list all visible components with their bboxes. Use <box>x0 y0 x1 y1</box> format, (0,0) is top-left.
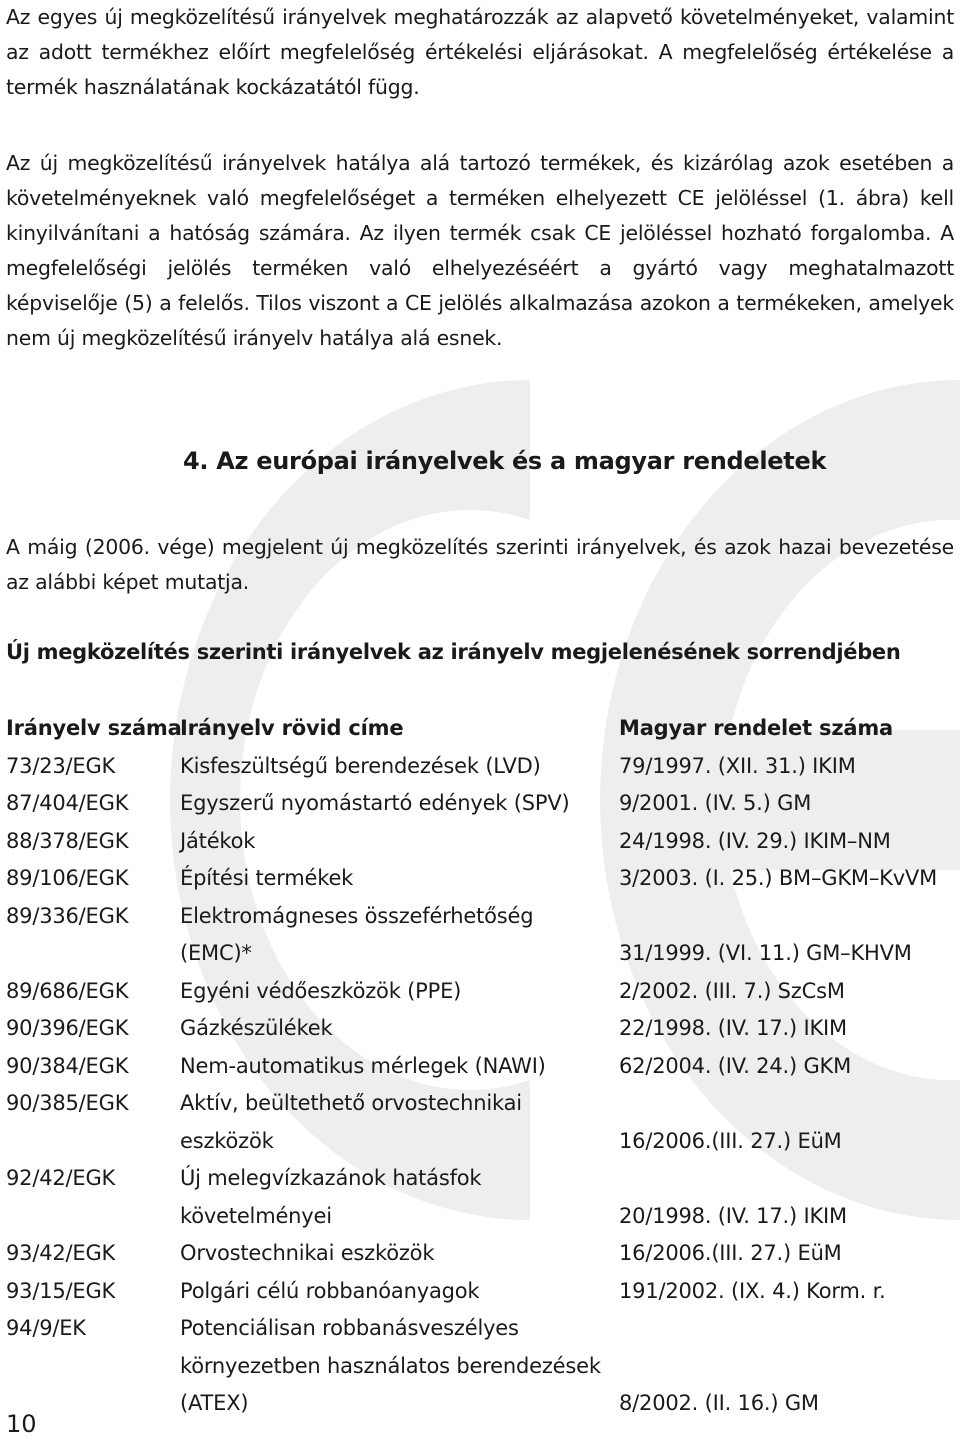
directive-title: Potenciálisan robbanásveszélyes környezetben használatos berendezések (ATEX) <box>180 1316 601 1415</box>
directive-title: Aktív, beültethető orvostechnikai eszközök <box>180 1091 522 1153</box>
hungarian-regulation: 62/2004. (IV. 24.) GKM <box>619 1053 852 1078</box>
table-row <box>6 1235 956 1273</box>
directive-title: Egyszerű nyomástartó edények (SPV) <box>180 791 570 815</box>
directive-title: Játékok <box>180 828 256 853</box>
table-row <box>6 1010 956 1048</box>
table-row <box>6 1310 956 1423</box>
hungarian-regulation: 20/1998. (IV. 17.) IKIM <box>619 1203 847 1228</box>
directive-number: 73/23/EGK <box>6 753 116 778</box>
directive-title: Gázkészülékek <box>180 1016 333 1040</box>
page-number: 10 <box>6 1410 37 1438</box>
hungarian-regulation: 79/1997. (XII. 31.) IKIM <box>619 753 856 778</box>
directive-title: Nem-automatikus mérlegek (NAWI) <box>180 1053 546 1078</box>
intro-paragraph: Az egyes új megközelítésű irányelvek meghatározzák az alapvető követelményeket, valamint az adott termékhez előírt megfelelőség értékelési eljárásokat. A megfelelőség értékelése a termék használatának kockázatától függ. <box>6 5 954 99</box>
header-directive-number: Irányelv száma <box>6 716 182 740</box>
hungarian-regulation: 16/2006.(III. 27.) EüM <box>619 1241 842 1265</box>
header-hungarian-regulation: Magyar rendelet száma <box>619 716 893 740</box>
directives-table <box>6 710 956 1423</box>
header-directive-title: Irányelv rövid címe <box>180 716 404 740</box>
directive-number: 92/42/EGK <box>6 1166 116 1190</box>
directive-number: 89/686/EGK <box>6 978 129 1003</box>
table-row <box>6 1160 956 1235</box>
directive-title: Elektromágneses összeférhetőség (EMC)* <box>180 903 534 965</box>
hungarian-regulation: 9/2001. (IV. 5.) GM <box>619 791 812 815</box>
table-title: Új megközelítés szerinti irányelvek az irányelv megjelenésének sorrendjében <box>6 640 901 664</box>
table-row <box>6 898 956 973</box>
hungarian-regulation: 3/2003. (I. 25.) BM–GKM–KvVM <box>619 866 938 890</box>
directive-title: Építési termékek <box>180 866 354 890</box>
table-row <box>6 860 956 898</box>
hungarian-regulation: 16/2006.(III. 27.) EüM <box>619 1128 842 1153</box>
section-heading: 4. Az európai irányelvek és a magyar rendeletek <box>183 447 827 475</box>
directive-number: 89/336/EGK <box>6 903 129 928</box>
table-row <box>6 1048 956 1086</box>
table-row <box>6 748 956 786</box>
hungarian-regulation: 22/1998. (IV. 17.) IKIM <box>619 1016 847 1040</box>
table-row <box>6 785 956 823</box>
table-row <box>6 1273 956 1311</box>
directive-title: Kisfeszültségű berendezések (LVD) <box>180 753 541 778</box>
directive-number: 88/378/EGK <box>6 828 129 853</box>
table-header-row <box>6 710 956 748</box>
directive-title: Orvostechnikai eszközök <box>180 1241 435 1265</box>
directive-number: 94/9/EK <box>6 1316 86 1340</box>
directive-number: 89/106/EGK <box>6 866 129 890</box>
table-row <box>6 823 956 861</box>
directive-number: 90/396/EGK <box>6 1016 129 1040</box>
hungarian-regulation: 8/2002. (II. 16.) GM <box>619 1391 819 1415</box>
directive-number: 90/385/EGK <box>6 1091 129 1115</box>
directive-title: Polgári célú robbanóanyagok <box>180 1278 480 1303</box>
ce-marking-paragraph: Az új megközelítésű irányelvek hatálya alá tartozó termékek, és kizárólag azok esetében a követelményeknek való megfelelőséget a terméken elhelyezett CE jelöléssel (1. ábra) kell kinyilvánítani a hatóság számára. Az ilyen termék csak CE jelöléssel hozható forgalomba. A megfelelőségi jelölés terméken való elhelyezéséért a gyártó vagy meghatalmazott képviselője (5) a felelős. Tilos viszont a CE jelölés alkalmazása azokon a termékeken, amelyek nem új megközelítésű irányelv hatálya alá esnek. <box>6 151 954 350</box>
hungarian-regulation: 191/2002. (IX. 4.) Korm. r. <box>619 1278 886 1303</box>
directive-number: 93/42/EGK <box>6 1241 116 1265</box>
directive-title: Egyéni védőeszközök (PPE) <box>180 978 462 1003</box>
directive-number: 93/15/EGK <box>6 1278 116 1303</box>
overview-paragraph: A máig (2006. vége) megjelent új megközelítés szerinti irányelvek, és azok hazai bevezetése az alábbi képet mutatja. <box>6 535 954 594</box>
directive-number: 90/384/EGK <box>6 1053 129 1078</box>
directive-number: 87/404/EGK <box>6 791 129 815</box>
table-row <box>6 973 956 1011</box>
hungarian-regulation: 24/1998. (IV. 29.) IKIM–NM <box>619 828 891 853</box>
directive-title: Új melegvízkazánok hatásfok követelményei <box>180 1166 482 1228</box>
hungarian-regulation: 31/1999. (VI. 11.) GM–KHVM <box>619 941 912 965</box>
table-row <box>6 1085 956 1160</box>
hungarian-regulation: 2/2002. (III. 7.) SzCsM <box>619 978 845 1003</box>
